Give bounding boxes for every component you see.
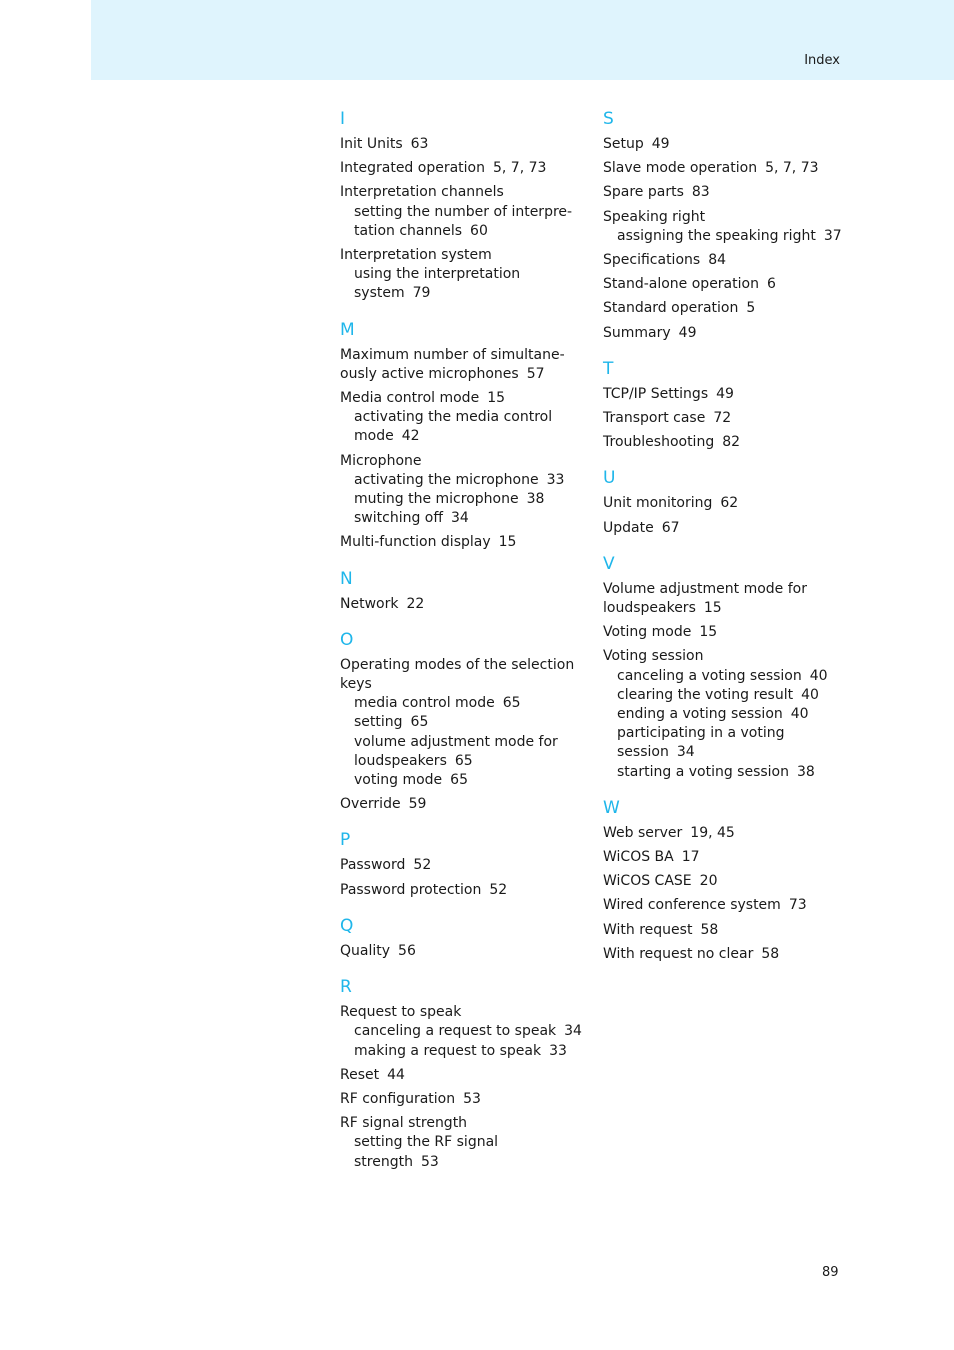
entry-heading-text: Stand-alone operation — [603, 276, 759, 293]
entry-heading-pages: 15 — [498, 534, 517, 551]
sub-entry — [603, 227, 853, 246]
sub-entry-pages: 79 — [412, 285, 431, 302]
index-entry — [340, 656, 585, 790]
sub-entry — [340, 1133, 585, 1152]
entry-heading-text: With request no clear — [603, 945, 754, 962]
sub-entry-pages: 40 — [809, 667, 828, 684]
entry-heading-text: Password protection — [340, 881, 482, 898]
index-entry — [603, 275, 853, 294]
entry-heading — [603, 409, 853, 428]
index-column-left — [340, 108, 585, 1187]
sub-entry-pages: 53 — [420, 1153, 439, 1170]
entry-heading-text: Troubleshooting — [603, 434, 715, 451]
sub-entry-text: activating the media control — [354, 409, 553, 426]
index-entry — [603, 494, 853, 513]
sub-entry — [340, 408, 585, 427]
sub-entry-text: participating in a voting — [617, 725, 785, 742]
entry-heading — [603, 208, 853, 227]
index-entry — [340, 246, 585, 304]
entry-heading — [603, 872, 853, 891]
entry-heading — [603, 623, 853, 642]
entry-heading — [340, 246, 585, 265]
sub-entry — [340, 694, 585, 713]
index-entry — [340, 942, 585, 961]
index-entry — [340, 135, 585, 154]
entry-heading-pages: 5 — [746, 300, 756, 317]
sub-entry-text: mode — [354, 428, 394, 445]
index-section — [340, 319, 585, 553]
sub-entry-text: starting a voting session — [617, 763, 789, 780]
sub-entry-text: loudspeakers — [354, 752, 447, 769]
entry-heading-pages: 58 — [761, 945, 780, 962]
entry-heading-pages: 84 — [708, 252, 727, 269]
index-entry — [603, 433, 853, 452]
sub-entry-pages: 37 — [823, 227, 842, 244]
entry-heading-text: Integrated operation — [340, 160, 485, 177]
entry-heading — [603, 251, 853, 270]
index-entry — [340, 159, 585, 178]
entry-heading-pages: 58 — [700, 921, 719, 938]
entry-heading-pages: 20 — [699, 873, 718, 890]
index-entry — [603, 519, 853, 538]
entry-heading-pages: 62 — [720, 495, 739, 512]
entry-heading-text: Override — [340, 796, 401, 813]
index-entry — [603, 647, 853, 781]
sub-entry-text: setting the number of interpre- — [354, 203, 573, 220]
entry-heading-pages: 72 — [713, 410, 732, 427]
entry-heading-continued-text: keys — [340, 676, 372, 693]
entry-heading — [340, 881, 585, 900]
entry-heading-text: Update — [603, 519, 654, 536]
entry-heading-text: Quality — [340, 942, 391, 959]
index-entry — [340, 1003, 585, 1061]
section-letter: N — [340, 568, 353, 589]
entry-heading — [340, 1090, 585, 1109]
entry-heading-pages: 56 — [398, 942, 416, 959]
index-entry — [340, 452, 585, 529]
section-letter: I — [340, 109, 346, 129]
index-entry — [603, 623, 853, 642]
section-letter: R — [340, 977, 352, 998]
index-entry — [340, 881, 585, 900]
sub-entry — [603, 724, 853, 743]
index-entry — [603, 824, 853, 843]
page-number: 89 — [822, 1265, 839, 1280]
section-letter: P — [340, 830, 351, 851]
entry-heading-continued-text: ously active microphones — [340, 365, 519, 382]
sub-entry-text: setting the RF signal — [354, 1134, 499, 1151]
sub-entry-text: switching off — [354, 510, 444, 527]
entry-heading-pages: 44 — [387, 1066, 405, 1083]
entry-heading-pages: 73 — [788, 897, 807, 914]
sub-entry — [340, 471, 585, 490]
entry-heading — [340, 795, 585, 814]
sub-entry — [340, 771, 585, 790]
entry-heading-text: Reset — [340, 1066, 380, 1083]
sub-entry — [340, 1153, 585, 1172]
entry-heading-text: Microphone — [340, 452, 422, 469]
sub-entry-text: clearing the voting result — [617, 686, 794, 703]
section-letter: U — [603, 468, 616, 489]
sub-entry — [340, 222, 585, 241]
index-section — [340, 976, 585, 1172]
entry-heading-continued-text: loudspeakers — [603, 600, 696, 617]
entry-heading — [603, 647, 853, 666]
entry-heading-pages: 53 — [463, 1090, 481, 1107]
sub-entry-text: canceling a request to speak — [354, 1023, 557, 1040]
entry-heading-pages: 82 — [722, 434, 741, 451]
entry-heading-text: Specifications — [603, 252, 701, 269]
entry-heading — [340, 942, 585, 961]
entry-heading-text: Volume adjustment mode for — [603, 580, 807, 597]
index-entry — [340, 533, 585, 552]
sub-entry-text: voting mode — [354, 772, 443, 789]
entry-heading-pages: 17 — [681, 849, 700, 866]
section-letter: Q — [340, 915, 354, 936]
entry-heading — [340, 595, 585, 614]
entry-heading — [340, 389, 585, 408]
entry-heading-pages: 67 — [661, 519, 680, 536]
entry-heading-text: Interpretation channels — [340, 184, 504, 201]
entry-heading — [603, 324, 853, 343]
running-header-title: Index — [804, 53, 840, 68]
entry-heading-text: Voting mode — [603, 624, 692, 641]
entry-heading — [603, 433, 853, 452]
sub-entry-pages: 65 — [450, 772, 468, 789]
entry-heading — [340, 1003, 585, 1022]
entry-heading — [603, 945, 853, 964]
sub-entry-text: canceling a voting session — [617, 667, 802, 684]
entry-heading — [340, 1066, 585, 1085]
sub-entry-pages: 34 — [451, 510, 469, 527]
entry-heading-text: RF signal strength — [340, 1115, 468, 1132]
index-entry — [603, 848, 853, 867]
index-section — [340, 568, 585, 614]
sub-entry-text: setting — [354, 714, 403, 731]
entry-heading-pages: 83 — [691, 184, 710, 201]
sub-entry — [340, 284, 585, 303]
entry-heading — [340, 135, 585, 154]
index-entry — [603, 159, 853, 178]
entry-heading-pages: 19, 45 — [690, 824, 735, 841]
index-entry — [340, 795, 585, 814]
entry-heading — [603, 299, 853, 318]
sub-entry-text: system — [354, 285, 405, 302]
entry-heading — [603, 159, 853, 178]
sub-entry — [603, 686, 853, 705]
sub-entry-pages: 65 — [502, 695, 521, 712]
entry-heading-text: WiCOS BA — [603, 849, 674, 866]
sub-entry — [340, 752, 585, 771]
entry-heading-text: Unit monitoring — [603, 495, 713, 512]
sub-entry-text: muting the microphone — [354, 491, 519, 508]
index-entry — [603, 299, 853, 318]
entry-heading-text: Multi-function display — [340, 534, 491, 551]
entry-heading-text: Init Units — [340, 136, 403, 152]
entry-heading-text: Operating modes of the selection — [340, 656, 575, 673]
sub-entry — [603, 743, 853, 762]
entry-heading — [603, 183, 853, 202]
sub-entry-pages: 33 — [549, 1042, 567, 1059]
entry-heading — [603, 385, 853, 404]
sub-entry-text: using the interpretation — [354, 266, 521, 283]
index-entry — [340, 1090, 585, 1109]
entry-heading-text: Maximum number of simultane- — [340, 346, 565, 363]
sub-entry — [340, 509, 585, 528]
index-section — [603, 108, 853, 343]
entry-heading-pages: 6 — [766, 276, 776, 293]
sub-entry-pages: 34 — [676, 744, 695, 761]
index-entry — [340, 1114, 585, 1172]
entry-heading-pages: 52 — [413, 857, 432, 874]
entry-heading-text: With request — [603, 921, 693, 938]
section-letter: O — [340, 629, 354, 650]
index-section — [340, 829, 585, 899]
section-letter: W — [603, 797, 620, 818]
entry-heading — [340, 1114, 585, 1133]
entry-heading — [603, 580, 853, 599]
entry-heading — [603, 921, 853, 940]
entry-heading-pages: 15 — [699, 624, 718, 641]
sub-entry — [603, 705, 853, 724]
entry-heading-pages: 52 — [489, 881, 508, 898]
index-entry — [603, 945, 853, 964]
entry-heading — [340, 533, 585, 552]
sub-entry — [340, 733, 585, 752]
sub-entry-text: assigning the speaking right — [617, 227, 816, 244]
index-entry — [603, 580, 853, 618]
entry-heading — [340, 856, 585, 875]
entry-heading-pages: 5, 7, 73 — [765, 160, 819, 177]
entry-heading-pages: 49 — [651, 136, 670, 152]
index-entry — [603, 872, 853, 891]
sub-entry-pages: 38 — [526, 491, 545, 508]
index-section — [340, 108, 585, 304]
entry-heading-pages: 49 — [678, 324, 697, 341]
index-section — [603, 797, 853, 964]
index-entry — [340, 856, 585, 875]
index-column-right — [603, 108, 853, 979]
sub-entry-text: volume adjustment mode for — [354, 733, 558, 750]
index-section — [340, 629, 585, 815]
index-entry — [603, 385, 853, 404]
entry-heading — [340, 656, 585, 675]
index-entry — [603, 896, 853, 915]
entry-heading-pages: 15 — [487, 390, 506, 407]
entry-heading-pages: 63 — [410, 136, 429, 152]
index-entry — [603, 409, 853, 428]
index-entry — [340, 389, 585, 447]
sub-entry — [340, 713, 585, 732]
sub-entry — [340, 265, 585, 284]
index-entry — [603, 251, 853, 270]
entry-heading — [603, 848, 853, 867]
sub-entry-pages: 38 — [797, 763, 815, 780]
entry-heading-text: Web server — [603, 824, 683, 841]
sub-entry — [603, 763, 853, 782]
entry-heading-text: Slave mode operation — [603, 160, 758, 177]
sub-entry — [340, 203, 585, 222]
section-letter: M — [340, 319, 355, 340]
entry-heading — [603, 494, 853, 513]
entry-heading — [603, 519, 853, 538]
entry-heading — [340, 346, 585, 365]
sub-entry-text: ending a voting session — [617, 706, 783, 723]
index-entry — [340, 1066, 585, 1085]
sub-entry — [340, 427, 585, 446]
sub-entry-pages: 40 — [801, 686, 819, 703]
sub-entry-pages: 60 — [470, 222, 488, 239]
entry-heading — [603, 896, 853, 915]
index-entry — [603, 135, 853, 154]
section-letter: V — [603, 553, 615, 574]
entry-heading-text: Summary — [603, 324, 671, 341]
entry-heading-text: Spare parts — [603, 184, 684, 201]
entry-heading-text: TCP/IP Settings — [603, 385, 709, 402]
index-entry — [603, 208, 853, 246]
entry-heading-text: WiCOS CASE — [603, 873, 692, 890]
sub-entry-text: session — [617, 744, 669, 761]
entry-heading-pages: 5, 7, 73 — [492, 160, 547, 177]
entry-heading-text: Voting session — [603, 648, 704, 665]
index-entry — [340, 595, 585, 614]
section-letter: T — [603, 358, 614, 379]
sub-entry-pages: 65 — [454, 752, 473, 769]
index-entry — [340, 346, 585, 384]
index-entry — [340, 183, 585, 241]
entry-heading-text: Speaking right — [603, 208, 706, 225]
entry-heading — [603, 135, 853, 154]
index-section — [603, 553, 853, 782]
entry-heading-pages: 59 — [408, 796, 427, 813]
entry-heading — [340, 183, 585, 202]
entry-heading-text: Transport case — [603, 410, 706, 427]
entry-heading-text: Setup — [603, 136, 644, 152]
entry-heading-text: Password — [340, 857, 406, 874]
entry-heading-continued — [340, 675, 585, 694]
entry-heading-continued — [603, 599, 853, 618]
entry-heading-text: Standard operation — [603, 300, 739, 317]
index-section — [603, 467, 853, 537]
entry-heading-pages: 22 — [406, 595, 425, 612]
entry-heading-text: Media control mode — [340, 390, 480, 407]
header-band — [91, 0, 954, 80]
entry-heading — [340, 452, 585, 471]
entry-heading-pages: 49 — [716, 385, 734, 402]
sub-entry — [603, 667, 853, 686]
section-letter: S — [603, 109, 614, 129]
sub-entry-text: tation channels — [354, 222, 463, 239]
entry-heading-continued-pages: 57 — [526, 365, 545, 382]
entry-heading-text: RF configuration — [340, 1090, 456, 1107]
sub-entry-pages: 40 — [790, 706, 809, 723]
entry-heading-text: Wired conference system — [603, 897, 781, 914]
entry-heading-continued-pages: 15 — [703, 600, 722, 617]
entry-heading-text: Request to speak — [340, 1004, 462, 1021]
index-entry — [603, 921, 853, 940]
sub-entry-pages: 33 — [546, 471, 565, 488]
sub-entry — [340, 1042, 585, 1061]
sub-entry — [340, 490, 585, 509]
entry-heading-text: Interpretation system — [340, 247, 492, 264]
entry-heading — [340, 159, 585, 178]
sub-entry-pages: 42 — [401, 428, 420, 445]
index-section — [340, 915, 585, 961]
sub-entry-pages: 34 — [564, 1023, 582, 1040]
sub-entry-text: strength — [354, 1153, 413, 1170]
sub-entry-text: activating the microphone — [354, 471, 539, 488]
entry-heading-continued — [340, 365, 585, 384]
entry-heading — [603, 824, 853, 843]
sub-entry-text: making a request to speak — [354, 1042, 542, 1059]
index-section — [603, 358, 853, 453]
entry-heading-text: Network — [340, 595, 399, 612]
sub-entry — [340, 1022, 585, 1041]
entry-heading — [603, 275, 853, 294]
index-entry — [603, 183, 853, 202]
sub-entry-text: media control mode — [354, 695, 495, 712]
index-entry — [603, 324, 853, 343]
sub-entry-pages: 65 — [410, 714, 429, 731]
